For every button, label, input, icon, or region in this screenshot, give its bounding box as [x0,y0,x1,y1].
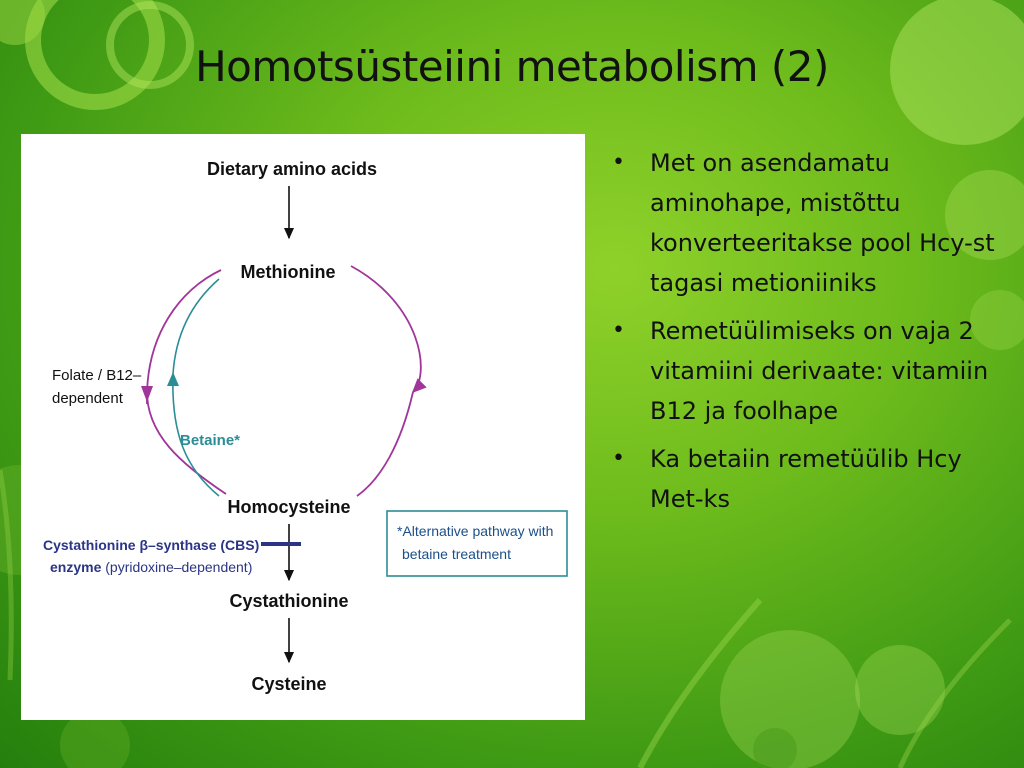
bullet-text: Remetüülimiseks on vaja 2 vitamiini derivaate: vitamiin B12 ja foolhape [650,317,989,425]
bullet-symbol: • [612,150,625,175]
arrow-betaine-pathway [173,279,219,496]
bullet-list [610,143,1015,527]
arrowhead-left-purple [141,386,153,402]
betaine-label: Betaine* [180,432,241,449]
bullet-text: Ka betaiin remetüülib Hcy Met-ks [650,445,962,513]
node-cysteine: Cysteine [251,674,327,694]
node-homocysteine: Homocysteine [227,497,351,517]
bullet-symbol: • [612,446,625,471]
enzyme-label-line1: Cystathionine β–synthase (CBS) [43,537,260,553]
enzyme-label-line2 [50,559,252,575]
folate-b12-label-line2: dependent [52,390,123,407]
node-cystathionine: Cystathionine [229,591,349,611]
enzyme-cofactor: (pyridoxine–dependent) [101,559,253,575]
folate-b12-label-line1: Folate / B12– [52,367,142,384]
node-methionine: Methionine [240,262,336,282]
metabolism-diagram [21,134,585,720]
bullet-item [610,311,1015,431]
arrowhead-betaine [167,372,179,386]
bullet-symbol: • [612,318,625,343]
bullet-item [610,439,1015,519]
enzyme-word: enzyme [50,559,102,575]
arc-right-lower [357,392,413,496]
bullet-text: Met on asendamatu aminohape, mistõttu konverteeritakse pool Hcy-st tagasi metioniiniks [650,149,995,297]
bullet-item [610,143,1015,303]
betaine-note-line1: *Alternative pathway with [397,523,554,539]
arrow-homocysteine-to-methionine-folate [147,270,221,404]
betaine-note-line2: betaine treatment [402,546,511,562]
arrow-methionine-to-homocysteine [351,266,421,392]
node-dietary-amino-acids: Dietary amino acids [206,159,378,179]
betaine-note-box [387,511,567,576]
slide-title: Homotsüsteiini metabolism (2) [195,42,829,91]
